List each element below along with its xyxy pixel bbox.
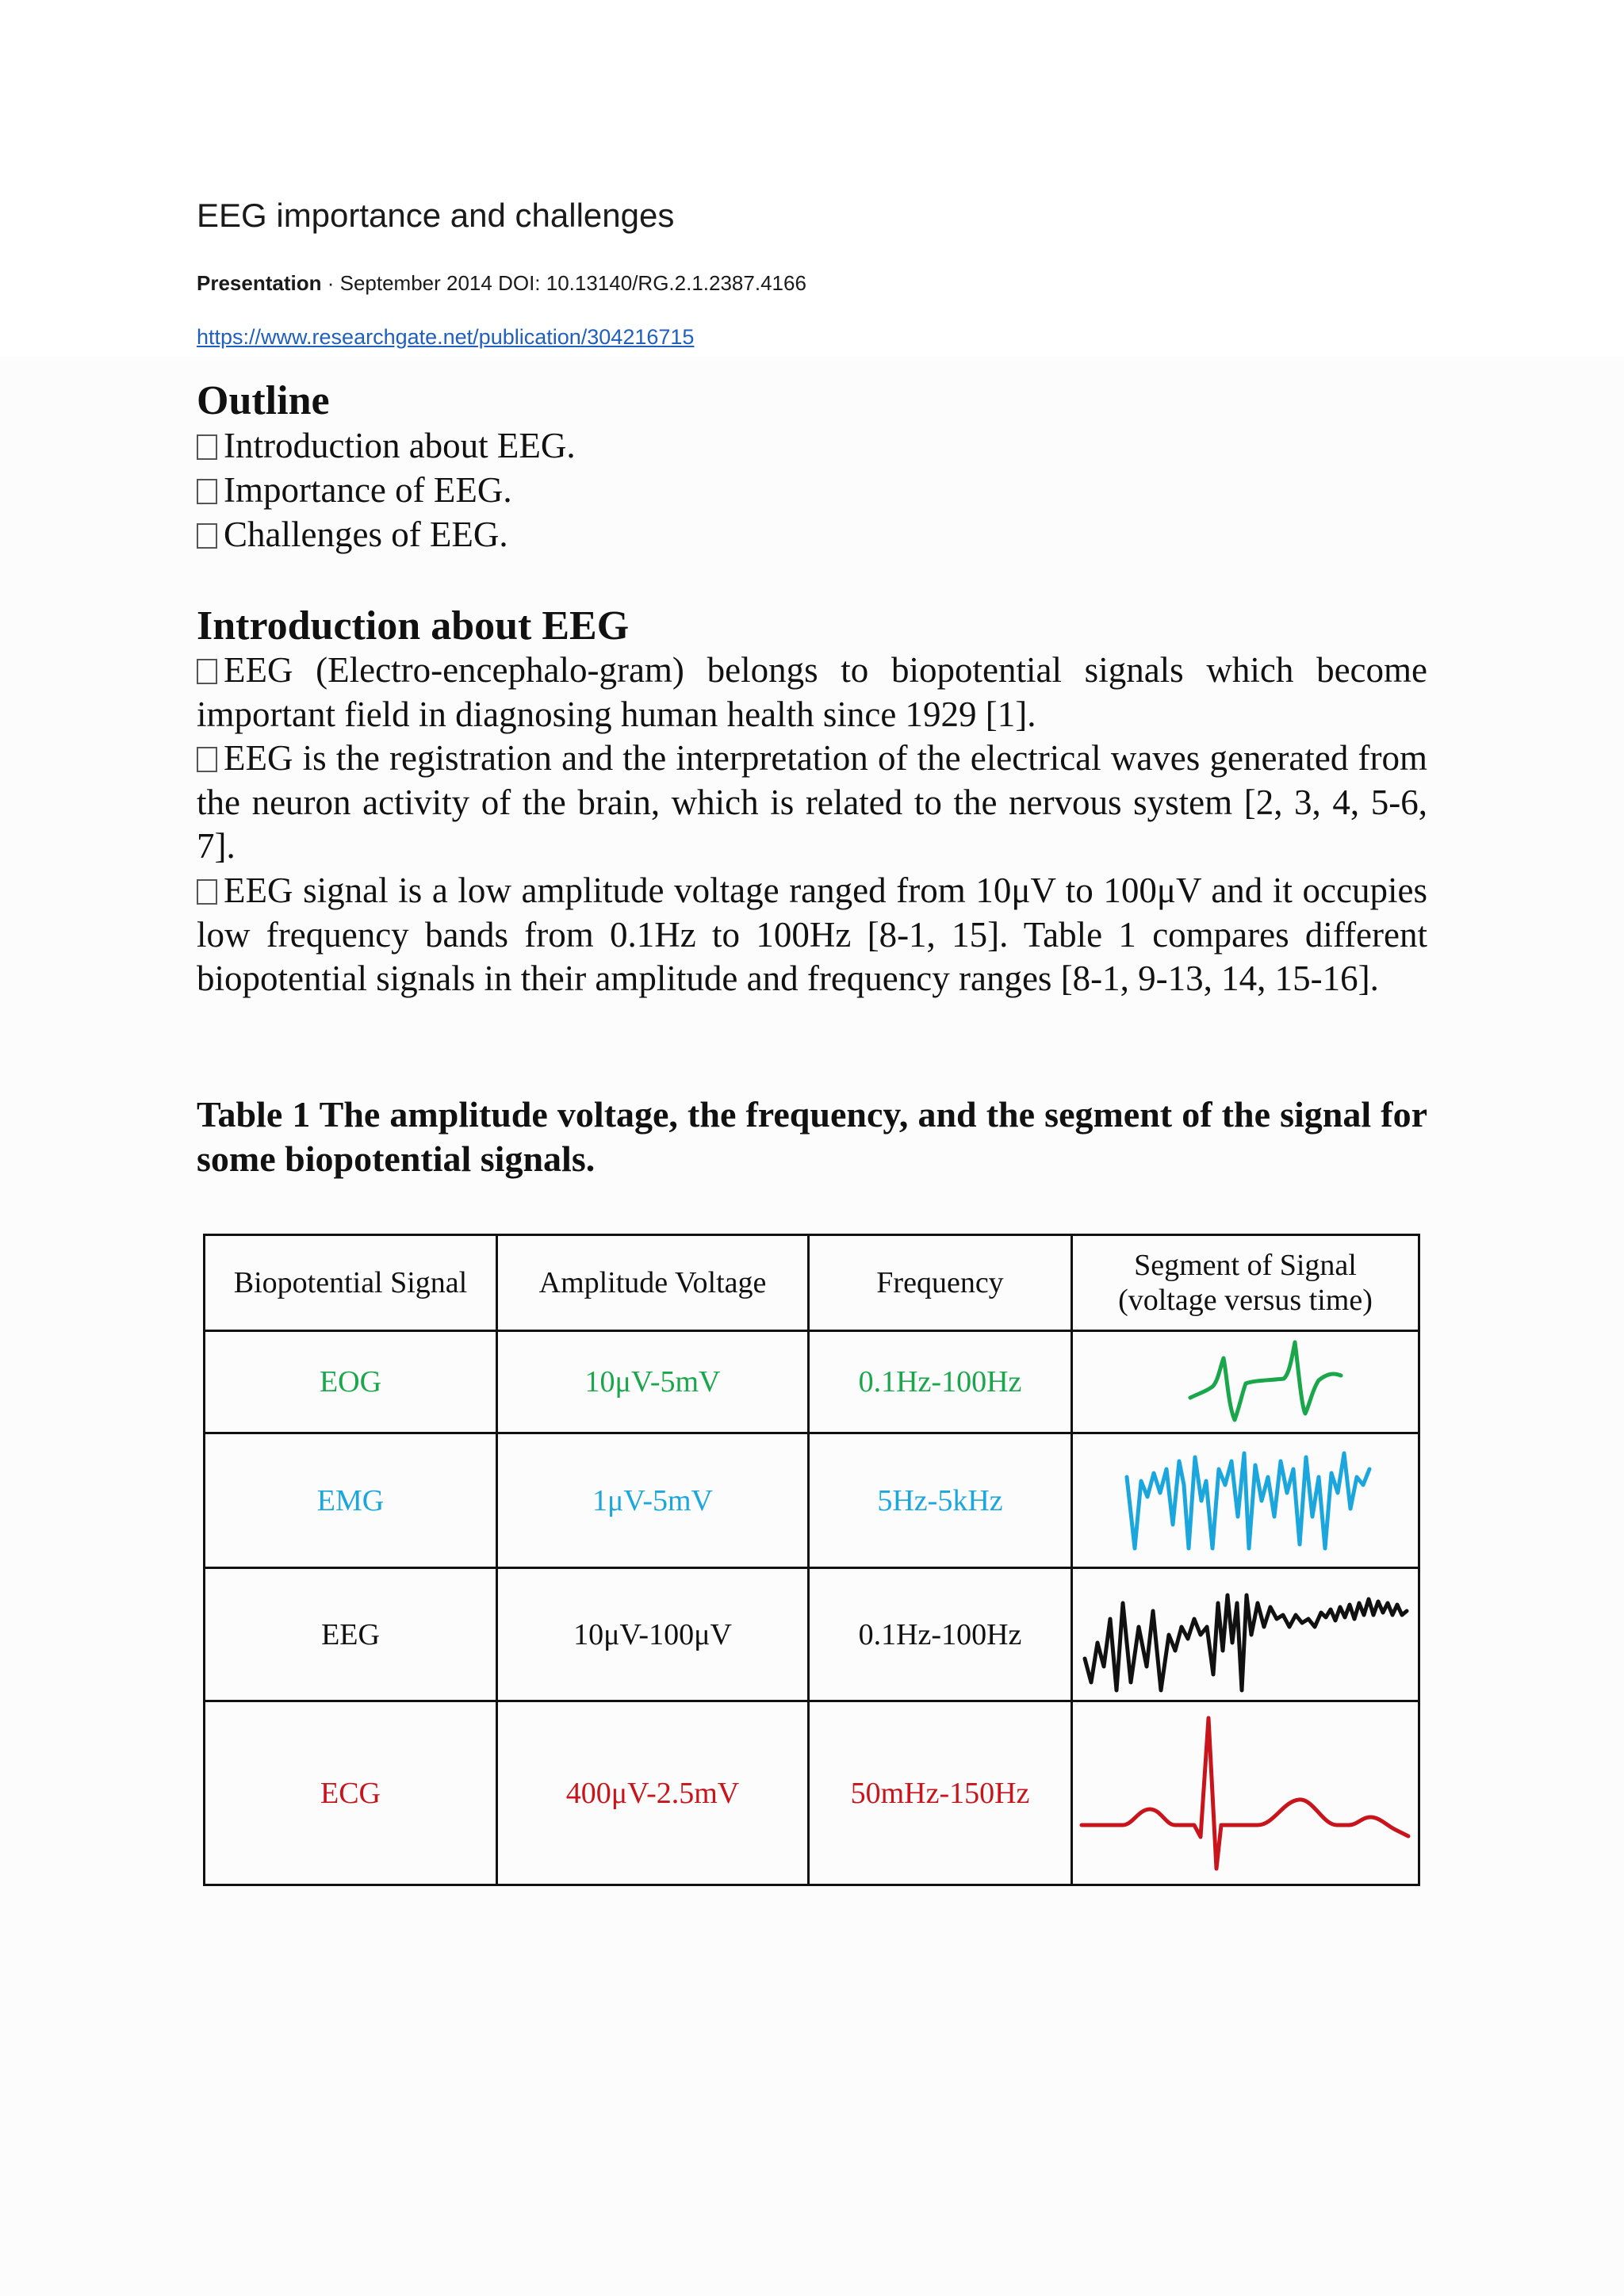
bullet-box-icon xyxy=(197,747,217,772)
bullet-box-icon xyxy=(197,479,217,504)
signal-name-cell: EEG xyxy=(205,1568,497,1701)
document-title: EEG importance and challenges xyxy=(197,197,675,234)
outline-item: Introduction about EEG. xyxy=(197,423,576,468)
signal-name-cell: EMG xyxy=(205,1433,497,1568)
signal-segment-cell xyxy=(1072,1568,1419,1701)
table-row xyxy=(205,1331,1419,1433)
table-row xyxy=(205,1568,1419,1701)
publication-link[interactable]: https://www.researchgate.net/publication/304216715 xyxy=(197,325,695,349)
outline-heading: Outline xyxy=(197,378,330,423)
amplitude-cell: 1μV-5mV xyxy=(497,1433,809,1568)
biopotential-table xyxy=(203,1234,1420,1886)
intro-heading: Introduction about EEG xyxy=(197,603,630,649)
signal-name-cell: ECG xyxy=(205,1701,497,1885)
header-cell: Frequency xyxy=(809,1235,1072,1331)
amplitude-cell: 400μV-2.5mV xyxy=(497,1701,809,1885)
header-cell: Biopotential Signal xyxy=(205,1235,497,1331)
publication-date-doi: · September 2014 DOI: 10.13140/RG.2.1.2387.4166 xyxy=(321,271,806,295)
signal-segment-cell xyxy=(1072,1701,1419,1885)
intro-paragraph: EEG signal is a low amplitude voltage ranged from 10μV to 100μV and it occupies low frequency bands from 0.1Hz to 100Hz [8-1, 15]. Table 1 compares different biopotential signals in their amplitude and frequency ranges [8-1, 9-13, 14, 15-16]. xyxy=(197,871,1427,998)
table-row xyxy=(205,1433,1419,1568)
outline-item: Importance of EEG. xyxy=(197,468,576,512)
eeg-waveform-icon xyxy=(1075,1571,1416,1698)
bullet-box-icon xyxy=(197,659,217,684)
emg-waveform-icon xyxy=(1079,1437,1412,1564)
amplitude-cell: 10μV-5mV xyxy=(497,1331,809,1433)
signal-segment-cell xyxy=(1072,1331,1419,1433)
table-caption: Table 1 The amplitude voltage, the frequency, and the segment of the signal for some biopotential signals. xyxy=(197,1094,1427,1179)
signal-name-cell: EOG xyxy=(205,1331,497,1433)
table-row xyxy=(205,1701,1419,1885)
publication-type: Presentation xyxy=(197,271,322,295)
signal-segment-cell xyxy=(1072,1433,1419,1568)
publication-meta xyxy=(197,271,806,296)
ecg-waveform-icon xyxy=(1075,1706,1416,1881)
frequency-cell: 0.1Hz-100Hz xyxy=(809,1331,1072,1433)
header-cell: Segment of Signal (voltage versus time) xyxy=(1072,1235,1419,1331)
outline-item: Challenges of EEG. xyxy=(197,512,576,557)
bullet-box-icon xyxy=(197,434,217,460)
bullet-box-icon xyxy=(197,523,217,549)
frequency-cell: 5Hz-5kHz xyxy=(809,1433,1072,1568)
frequency-cell: 0.1Hz-100Hz xyxy=(809,1568,1072,1701)
outline-section xyxy=(197,379,576,557)
bullet-box-icon xyxy=(197,879,217,905)
amplitude-cell: 10μV-100μV xyxy=(497,1568,809,1701)
intro-paragraph: EEG (Electro-encephalo-gram) belongs to biopotential signals which become important field in diagnosing human health since 1929 [1]. xyxy=(197,650,1427,734)
eog-waveform-icon xyxy=(1079,1334,1412,1429)
header-cell: Amplitude Voltage xyxy=(497,1235,809,1331)
frequency-cell: 50mHz-150Hz xyxy=(809,1701,1072,1885)
intro-paragraph: EEG is the registration and the interpretation of the electrical waves generated from the neuron activity of the brain, which is related to the nervous system [2, 3, 4, 5-6, 7]. xyxy=(197,738,1427,866)
table-header-row xyxy=(205,1235,1419,1331)
